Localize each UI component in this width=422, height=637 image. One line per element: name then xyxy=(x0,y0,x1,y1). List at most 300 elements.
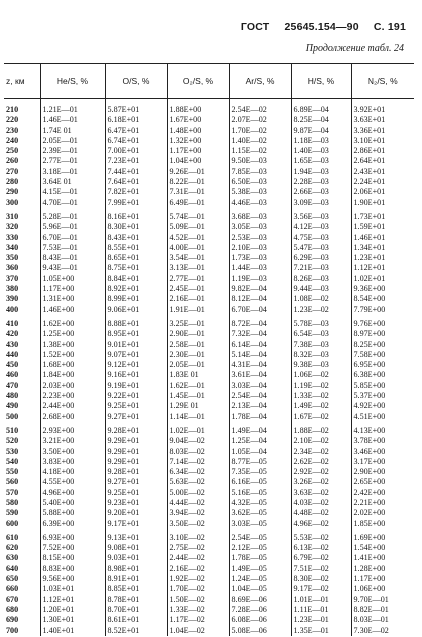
value-cell: 6.38E+00 xyxy=(351,370,414,380)
value-cell: 7.30E—02 xyxy=(351,626,414,636)
altitude-cell: 580 xyxy=(6,497,19,507)
value-cell: 6.16E—05 xyxy=(229,477,291,487)
value-cell: 7.21E—03 xyxy=(291,263,351,273)
value-cell: 8.75E+01 xyxy=(105,263,167,273)
value-cell: 2.43E+01 xyxy=(351,167,414,177)
value-cell: 1.02E+01 xyxy=(351,274,414,284)
value-cell: 2.39E—01 xyxy=(40,146,105,156)
column-header: O₂/S, % xyxy=(167,64,229,99)
value-cell: 1.91E—01 xyxy=(167,305,229,315)
value-cell: 8.98E+01 xyxy=(105,564,167,574)
table-row xyxy=(4,498,414,508)
value-cell: 7.82E+01 xyxy=(105,187,167,197)
value-cell: 8.30E+01 xyxy=(105,222,167,232)
value-cell: 2.12E—05 xyxy=(229,543,291,553)
value-cell: 7.58E+00 xyxy=(351,350,414,360)
altitude-cell: 240 xyxy=(6,135,19,145)
value-cell: 2.10E—03 xyxy=(229,243,291,253)
table-row xyxy=(4,167,414,177)
value-cell: 1.40E—02 xyxy=(229,136,291,146)
value-cell: 6.13E—02 xyxy=(291,543,351,553)
value-cell: 1.04E—02 xyxy=(167,626,229,636)
value-cell: 1.03E+01 xyxy=(40,584,105,594)
value-cell: 4.52E—01 xyxy=(167,233,229,243)
value-cell: 8.69E—06 xyxy=(229,595,291,605)
value-cell: 9.22E+01 xyxy=(105,391,167,401)
value-cell: 9.04E—02 xyxy=(167,436,229,446)
value-cell: 1.14E—01 xyxy=(167,412,229,422)
value-cell: 5.28E—01 xyxy=(40,208,105,222)
value-cell: 3.21E+00 xyxy=(40,436,105,446)
value-cell: 7.00E+01 xyxy=(105,146,167,156)
value-cell: 1.92E—02 xyxy=(167,574,229,584)
altitude-cell: 450 xyxy=(6,360,19,370)
altitude-cell: 610 xyxy=(6,532,19,542)
table-row xyxy=(4,340,414,350)
value-cell: 3.18E—01 xyxy=(40,167,105,177)
value-cell: 8.25E+00 xyxy=(351,340,414,350)
value-cell: 5.88E+00 xyxy=(40,508,105,518)
value-cell: 1.40E+01 xyxy=(40,626,105,636)
altitude-cell: 700 xyxy=(6,625,19,635)
altitude-cell: 600 xyxy=(6,518,19,528)
value-cell: 2.13E—04 xyxy=(229,401,291,411)
value-cell: 1.04E+00 xyxy=(167,156,229,166)
value-cell: 2.16E—01 xyxy=(167,294,229,304)
value-cell: 8.70E+01 xyxy=(105,605,167,615)
value-cell: 1.69E+00 xyxy=(351,529,414,543)
value-cell: 1.20E+01 xyxy=(40,605,105,615)
altitude-cell: 270 xyxy=(6,166,19,176)
value-cell: 8.15E+00 xyxy=(40,553,105,563)
value-cell: 8.61E+01 xyxy=(105,615,167,625)
value-cell: 1.46E+01 xyxy=(351,233,414,243)
value-cell: 4.55E+00 xyxy=(40,477,105,487)
value-cell: 7.31E—01 xyxy=(167,187,229,197)
value-cell: 1.70E—02 xyxy=(167,584,229,594)
value-cell: 8.55E+01 xyxy=(105,243,167,253)
value-cell: 2.05E—01 xyxy=(40,136,105,146)
standard-number: 25645.154—90 xyxy=(284,21,359,33)
value-cell: 3.17E+00 xyxy=(351,457,414,467)
altitude-cell: 640 xyxy=(6,563,19,573)
value-cell: 7.64E+01 xyxy=(105,177,167,187)
value-cell: 2.90E+00 xyxy=(351,467,414,477)
value-cell: 1.38E+00 xyxy=(40,340,105,350)
value-cell: 3.05E—03 xyxy=(229,222,291,232)
table-row xyxy=(4,233,414,243)
table-row xyxy=(4,574,414,584)
value-cell: 6.79E—02 xyxy=(291,553,351,563)
value-cell: 9.36E+00 xyxy=(351,284,414,294)
value-cell: 9.44E—03 xyxy=(291,284,351,294)
value-cell: 1.12E+01 xyxy=(40,595,105,605)
table-row xyxy=(4,305,414,315)
value-cell: 1.46E—01 xyxy=(40,115,105,125)
table-row xyxy=(4,436,414,446)
value-cell: 2.44E—02 xyxy=(167,553,229,563)
value-cell: 2.06E+01 xyxy=(351,187,414,197)
value-cell: 2.03E+00 xyxy=(40,381,105,391)
value-cell: 5.16E—05 xyxy=(229,488,291,498)
table-row xyxy=(4,543,414,553)
value-cell: 2.16E—02 xyxy=(167,564,229,574)
value-cell: 5.14E—04 xyxy=(229,350,291,360)
altitude-cell: 670 xyxy=(6,594,19,604)
value-cell: 8.52E+01 xyxy=(105,626,167,636)
value-cell: 7.53E—01 xyxy=(40,243,105,253)
value-cell: 7.44E+01 xyxy=(105,167,167,177)
value-cell: 4.15E—01 xyxy=(40,187,105,197)
value-cell: 1.88E—02 xyxy=(291,422,351,436)
value-cell: 9.29E+01 xyxy=(105,436,167,446)
value-cell: 1.62E+00 xyxy=(40,315,105,329)
value-cell: 4.51E+00 xyxy=(351,412,414,422)
altitude-cell: 250 xyxy=(6,146,19,156)
value-cell: 9.76E+00 xyxy=(351,315,414,329)
value-cell: 1.15E—02 xyxy=(229,146,291,156)
value-cell: 2.77E—01 xyxy=(40,156,105,166)
value-cell: 8.95E+01 xyxy=(105,329,167,339)
table-row xyxy=(4,187,414,197)
value-cell: 1.21E—01 xyxy=(40,99,105,116)
column-header: H/S, % xyxy=(291,64,351,99)
value-cell: 9.17E+01 xyxy=(105,519,167,529)
value-cell: 2.75E—02 xyxy=(167,543,229,553)
value-cell: 1.06E+00 xyxy=(351,584,414,594)
table-row xyxy=(4,626,414,636)
altitude-cell: 290 xyxy=(6,187,19,197)
column-header: He/S, % xyxy=(40,64,105,99)
altitude-cell: 520 xyxy=(6,436,19,446)
value-cell: 6.18E+01 xyxy=(105,115,167,125)
altitude-cell: 690 xyxy=(6,615,19,625)
value-cell: 9.26E—01 xyxy=(167,167,229,177)
table-row xyxy=(4,447,414,457)
value-cell: 8.12E—04 xyxy=(229,294,291,304)
value-cell: 6.95E+00 xyxy=(351,360,414,370)
table-row xyxy=(4,263,414,273)
table-row xyxy=(4,467,414,477)
value-cell: 2.05E—01 xyxy=(167,360,229,370)
value-cell: 2.66E—03 xyxy=(291,187,351,197)
value-cell: 1.19E—02 xyxy=(291,381,351,391)
value-cell: 9.27E+01 xyxy=(105,412,167,422)
altitude-cell: 340 xyxy=(6,242,19,252)
value-cell: 9.87E—04 xyxy=(291,126,351,136)
altitude-cell: 680 xyxy=(6,604,19,614)
value-cell: 1.54E+00 xyxy=(351,543,414,553)
value-cell: 2.28E—03 xyxy=(291,177,351,187)
altitude-cell: 470 xyxy=(6,380,19,390)
value-cell: 2.90E—01 xyxy=(167,329,229,339)
value-cell: 9.28E+01 xyxy=(105,467,167,477)
value-cell: 8.65E+01 xyxy=(105,253,167,263)
value-cell: 2.30E—01 xyxy=(167,350,229,360)
value-cell: 5.00E—02 xyxy=(167,488,229,498)
value-cell: 4.75E—03 xyxy=(291,233,351,243)
value-cell: 4.96E+00 xyxy=(40,488,105,498)
altitude-cell: 510 xyxy=(6,425,19,435)
value-cell: 3.13E—01 xyxy=(167,263,229,273)
altitude-cell: 300 xyxy=(6,197,19,207)
value-cell: 7.32E—04 xyxy=(229,329,291,339)
value-cell: 8.82E—01 xyxy=(351,605,414,615)
table-body xyxy=(4,99,414,636)
value-cell: 4.00E—01 xyxy=(167,243,229,253)
value-cell: 1.94E—03 xyxy=(291,167,351,177)
value-cell: 8.78E+01 xyxy=(105,595,167,605)
value-cell: 7.28E—06 xyxy=(229,605,291,615)
value-cell: 5.78E—03 xyxy=(291,315,351,329)
value-cell: 2.54E—02 xyxy=(229,99,291,116)
value-cell: 1.44E—03 xyxy=(229,263,291,273)
altitude-cell: 360 xyxy=(6,263,19,273)
table-header-row xyxy=(4,64,414,99)
altitude-cell: 660 xyxy=(6,584,19,594)
table-row xyxy=(4,553,414,563)
value-cell: 9.20E+01 xyxy=(105,508,167,518)
value-cell: 3.10E+01 xyxy=(351,136,414,146)
value-cell: 1.84E+00 xyxy=(40,370,105,380)
value-cell: 1.31E+00 xyxy=(40,294,105,304)
value-cell: 8.84E+01 xyxy=(105,274,167,284)
altitude-cell: 630 xyxy=(6,553,19,563)
value-cell: 3.68E—03 xyxy=(229,208,291,222)
value-cell: 6.70E—04 xyxy=(229,305,291,315)
value-cell: 9.08E+01 xyxy=(105,543,167,553)
value-cell: 2.23E+00 xyxy=(40,391,105,401)
table-row xyxy=(4,126,414,136)
value-cell: 1.49E—04 xyxy=(229,422,291,436)
value-cell: 3.09E—03 xyxy=(291,198,351,208)
value-cell: 1.78E—05 xyxy=(229,553,291,563)
value-cell: 1.17E+00 xyxy=(40,284,105,294)
value-cell: 1.59E+01 xyxy=(351,222,414,232)
value-cell: 5.08E—06 xyxy=(229,626,291,636)
table-row xyxy=(4,412,414,422)
value-cell: 3.83E+00 xyxy=(40,457,105,467)
altitude-cell: 620 xyxy=(6,543,19,553)
value-cell: 1.08E—02 xyxy=(291,294,351,304)
value-cell: 3.56E—03 xyxy=(291,208,351,222)
value-cell: 4.31E—04 xyxy=(229,360,291,370)
value-cell: 2.92E—02 xyxy=(291,467,351,477)
table-row xyxy=(4,508,414,518)
column-header: O/S, % xyxy=(105,64,167,99)
altitude-cell: 410 xyxy=(6,318,19,328)
value-cell: 2.24E+01 xyxy=(351,177,414,187)
value-cell: 1.11E—01 xyxy=(291,605,351,615)
value-cell: 8.25E—04 xyxy=(291,115,351,125)
value-cell: 1.49E—05 xyxy=(229,564,291,574)
value-cell: 6.50E—03 xyxy=(229,177,291,187)
value-cell: 5.96E—01 xyxy=(40,222,105,232)
value-cell: 1.73E—03 xyxy=(229,253,291,263)
table-row xyxy=(4,156,414,166)
page-header xyxy=(229,21,406,33)
altitude-cell: 570 xyxy=(6,487,19,497)
column-header: z, км xyxy=(4,64,40,99)
value-cell: 9.01E+01 xyxy=(105,340,167,350)
value-cell: 8.88E+01 xyxy=(105,315,167,329)
value-cell: 1.12E+01 xyxy=(351,263,414,273)
value-cell: 4.13E+00 xyxy=(351,422,414,436)
value-cell: 5.37E+00 xyxy=(351,391,414,401)
value-cell: 8.03E—02 xyxy=(167,447,229,457)
value-cell: 7.99E+01 xyxy=(105,198,167,208)
value-cell: 6.34E—02 xyxy=(167,467,229,477)
value-cell: 8.43E—01 xyxy=(40,253,105,263)
value-cell: 3.92E+01 xyxy=(351,99,414,116)
altitude-cell: 560 xyxy=(6,477,19,487)
value-cell: 7.35E—05 xyxy=(229,467,291,477)
value-cell: 4.03E—02 xyxy=(291,498,351,508)
value-cell: 8.03E—01 xyxy=(351,615,414,625)
value-cell: 3.46E+00 xyxy=(351,447,414,457)
altitude-cell: 430 xyxy=(6,339,19,349)
value-cell: 1.17E—02 xyxy=(167,615,229,625)
value-cell: 1.48E+00 xyxy=(167,126,229,136)
value-cell: 1.68E+00 xyxy=(40,360,105,370)
value-cell: 9.07E+01 xyxy=(105,350,167,360)
altitude-cell: 400 xyxy=(6,304,19,314)
table-row xyxy=(4,370,414,380)
value-cell: 3.78E+00 xyxy=(351,436,414,446)
altitude-cell: 380 xyxy=(6,284,19,294)
value-cell: 1.41E+00 xyxy=(351,553,414,563)
value-cell: 1.45E—01 xyxy=(167,391,229,401)
value-cell: 1.88E+00 xyxy=(167,99,229,116)
table-row xyxy=(4,584,414,594)
value-cell: 3.50E+00 xyxy=(40,447,105,457)
value-cell: 1.01E—01 xyxy=(291,595,351,605)
standard-label: ГОСТ xyxy=(240,21,270,33)
table-row xyxy=(4,136,414,146)
value-cell: 1.33E—02 xyxy=(167,605,229,615)
value-cell: 8.16E+01 xyxy=(105,208,167,222)
value-cell: 2.02E+00 xyxy=(351,508,414,518)
altitude-cell: 540 xyxy=(6,456,19,466)
value-cell: 6.47E+01 xyxy=(105,126,167,136)
value-cell: 9.56E+00 xyxy=(40,574,105,584)
value-cell: 6.49E—01 xyxy=(167,198,229,208)
value-cell: 6.08E—06 xyxy=(229,615,291,625)
value-cell: 1.06E—02 xyxy=(291,370,351,380)
altitude-cell: 390 xyxy=(6,294,19,304)
altitude-cell: 210 xyxy=(6,105,19,114)
altitude-cell: 230 xyxy=(6,125,19,135)
altitude-cell: 310 xyxy=(6,211,19,221)
value-cell: 8.77E—05 xyxy=(229,457,291,467)
value-cell: 1.30E+01 xyxy=(40,615,105,625)
value-cell: 1.23E+01 xyxy=(351,253,414,263)
value-cell: 4.92E+00 xyxy=(351,401,414,411)
value-cell: 1.74E 01 xyxy=(40,126,105,136)
value-cell: 7.14E—02 xyxy=(167,457,229,467)
value-cell: 9.27E+01 xyxy=(105,477,167,487)
value-cell: 1.50E—02 xyxy=(167,595,229,605)
value-cell: 5.47E—03 xyxy=(291,243,351,253)
value-cell: 9.12E+01 xyxy=(105,360,167,370)
value-cell: 3.54E—01 xyxy=(167,253,229,263)
table-row xyxy=(4,177,414,187)
value-cell: 1.23E—01 xyxy=(291,615,351,625)
value-cell: 1.46E+00 xyxy=(40,305,105,315)
value-cell: 3.62E—05 xyxy=(229,508,291,518)
value-cell: 3.25E—01 xyxy=(167,315,229,329)
altitude-cell: 490 xyxy=(6,401,19,411)
value-cell: 2.68E+00 xyxy=(40,412,105,422)
value-cell: 1.49E—02 xyxy=(291,401,351,411)
value-cell: 3.10E—02 xyxy=(167,529,229,543)
value-cell: 1.19E—03 xyxy=(229,274,291,284)
value-cell: 1.40E—03 xyxy=(291,146,351,156)
value-cell: 9.17E—02 xyxy=(291,584,351,594)
value-cell: 3.03E—05 xyxy=(229,519,291,529)
value-cell: 6.89E—04 xyxy=(291,99,351,116)
value-cell: 9.16E+01 xyxy=(105,370,167,380)
value-cell: 6.29E—03 xyxy=(291,253,351,263)
value-cell: 2.07E—02 xyxy=(229,115,291,125)
value-cell: 8.85E+01 xyxy=(105,584,167,594)
value-cell: 5.40E+00 xyxy=(40,498,105,508)
altitude-cell: 530 xyxy=(6,446,19,456)
value-cell: 2.62E—02 xyxy=(291,457,351,467)
value-cell: 1.78E—04 xyxy=(229,412,291,422)
value-cell: 4.12E—03 xyxy=(291,222,351,232)
value-cell: 9.29E+01 xyxy=(105,447,167,457)
value-cell: 3.63E—02 xyxy=(291,488,351,498)
value-cell: 1.24E—05 xyxy=(229,574,291,584)
value-cell: 7.52E+00 xyxy=(40,543,105,553)
table-row xyxy=(4,422,414,436)
altitude-cell: 550 xyxy=(6,467,19,477)
value-cell: 4.96E—02 xyxy=(291,519,351,529)
value-cell: 1.17E+00 xyxy=(351,574,414,584)
column-header: N₂/S, % xyxy=(351,64,414,99)
data-table xyxy=(4,63,414,636)
value-cell: 9.06E+01 xyxy=(105,305,167,315)
value-cell: 5.09E—01 xyxy=(167,222,229,232)
value-cell: 1.29E 01 xyxy=(167,401,229,411)
value-cell: 6.74E+01 xyxy=(105,136,167,146)
table-row xyxy=(4,477,414,487)
value-cell: 6.54E—03 xyxy=(291,329,351,339)
value-cell: 4.70E—01 xyxy=(40,198,105,208)
table-row xyxy=(4,401,414,411)
value-cell: 1.35E—01 xyxy=(291,626,351,636)
table-row xyxy=(4,360,414,370)
value-cell: 8.32E—03 xyxy=(291,350,351,360)
value-cell: 1.83E 01 xyxy=(167,370,229,380)
value-cell: 3.94E—02 xyxy=(167,508,229,518)
table-row xyxy=(4,274,414,284)
altitude-cell: 500 xyxy=(6,411,19,421)
value-cell: 5.38E—03 xyxy=(229,187,291,197)
value-cell: 2.86E+01 xyxy=(351,146,414,156)
value-cell: 5.63E—02 xyxy=(167,477,229,487)
value-cell: 8.54E+00 xyxy=(351,294,414,304)
table-row xyxy=(4,222,414,232)
altitude-cell: 260 xyxy=(6,156,19,166)
table-row xyxy=(4,329,414,339)
value-cell: 5.53E—02 xyxy=(291,529,351,543)
altitude-cell: 420 xyxy=(6,329,19,339)
value-cell: 7.38E—03 xyxy=(291,340,351,350)
table-row xyxy=(4,391,414,401)
value-cell: 9.38E—03 xyxy=(291,360,351,370)
